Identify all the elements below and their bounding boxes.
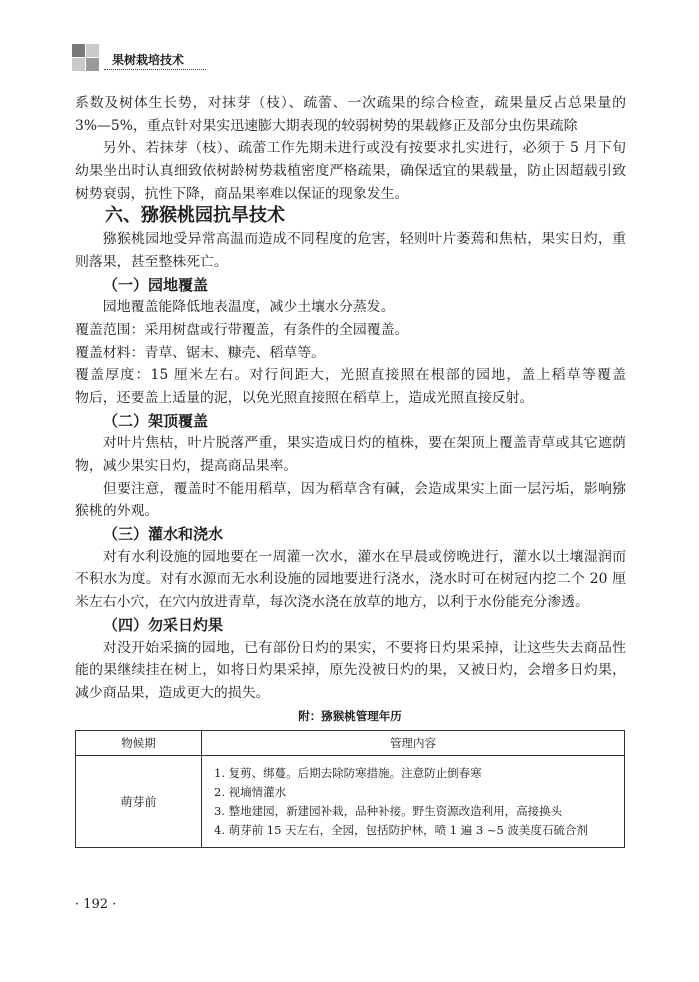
paragraph [75,342,626,365]
text-line: 对有水利设施的园地要在一周灌一次水，灌水在早晨或傍晚进行，灌水以土壤湿润而 [102,548,626,565]
paragraph [75,228,626,273]
text-line: 猕猴桃园地受异常高温而造成不同程度的危害，轻则叶片萎蔫和焦枯，果实日灼，重 [102,231,626,248]
text-line: 系数及树体生长势，对抹芽（枝）、疏蕾、一次疏果的综合检查，疏果量反占总果量的 [75,95,626,111]
text-line: 但要注意，覆盖时不能用稻草，因为稻草含有碱，会造成果实上面一层污垢，影响猕 [102,480,626,497]
paragraph [75,92,626,137]
paragraph [75,296,626,319]
column-header-stage: 物候期 [76,731,202,756]
paragraph [75,364,626,409]
running-header-title: 果树栽培技术 [104,52,206,70]
column-header-content: 管理内容 [202,731,625,756]
text-line: 减少商品果，造成更大的损失。 [75,684,270,701]
content-cell [202,756,625,848]
management-calendar-table [75,730,625,848]
subsection-heading: （一）园地覆盖 [103,275,209,294]
text-line: 猴桃的外观。 [75,503,159,520]
paragraph [75,432,626,477]
text-line: 则落果，甚至整株死亡。 [75,253,228,270]
paragraph [75,478,626,523]
text-line: 覆盖范围：采用树盘或行带覆盖，有条件的全园覆盖。 [75,321,409,338]
text-line: 幼果坐出时认真细致依树龄树势栽植密度严格疏果，确保适宜的果载量，防止因超载引致 [75,163,626,180]
text-line: 不积水为度。对有水源而无水利设施的园地要进行浇水，浇水时可在树冠内挖二个 20 厘 [75,571,626,588]
section-heading: 六、猕猴桃园抗旱技术 [105,205,285,227]
subsection-heading: （三）灌水和浇水 [103,525,224,544]
table-caption: 附：猕猴桃管理年历 [298,709,402,723]
list-item: 1. 复剪、绑蔓。后期去除防寒措施。注意防止倒春寒 [214,765,482,780]
logo-square [72,44,85,57]
text-line: 物后，还要盖上适量的泥，以免光照直接照在稻草上，造成光照直接反射。 [75,389,534,406]
text-line: 树势衰弱，抗性下降，商品果率难以保证的现象发生。 [75,185,409,202]
stage-cell: 萌芽前 [76,756,202,848]
body-text [75,92,626,705]
list-item: 4. 萌芽前 15 天左右，全园，包括防护林，喷 1 遍 3 ~5 波美度石硫合剂 [214,822,588,837]
text-line: 另外、若抹芽（枝）、疏蕾工作先期未进行或没有按要求扎实进行，必须于 5 月下旬 [102,140,626,157]
text-line: 对没开始采摘的园地，已有部份日灼的果实，不要将日灼果采掉，让这些失去商品性 [102,639,626,656]
text-line: 覆盖厚度：15 厘米左右。对行间距大，光照直接照在根部的园地，盖上稻草等覆盖 [75,367,626,384]
logo-square [72,58,85,71]
paragraph [75,546,626,614]
table-row [76,756,625,848]
subsection-heading: （二）架顶覆盖 [103,411,209,430]
text-line: 物，减少果实日灼，提高商品果率。 [75,458,298,474]
text-line: 覆盖材料：青草、锯末、糠壳、稻草等。 [75,344,326,361]
text-line: 能的果继续挂在树上，如将日灼果采掉，原先没被日灼的果，又被日灼，会增多日灼果， [75,662,626,679]
list-item: 2. 视墒情灌水 [214,784,287,799]
text-line: 米左右小穴，在穴内放进青草，每次浇水浇在放草的地方，以利于水份能充分渗透。 [75,594,589,611]
text-line: 对叶片焦枯，叶片脱落严重，果实造成日灼的植株，要在架顶上覆盖青草或其它遮荫 [102,435,626,452]
table-header-row [76,731,625,756]
paragraph [75,319,626,342]
logo-square [86,44,99,57]
logo-square [86,58,99,71]
text-line: 园地覆盖能降低地表温度，减少土壤水分蒸发。 [102,299,395,316]
page-number: · 192 · [75,897,117,912]
list-item: 3. 整地建园，新建园补栽，品种补接。野生资源改造利用，高接换头 [214,803,563,818]
text-line: 3%—5%，重点针对果实迅速膨大期表现的较弱树势的果载修正及部分虫伤果疏除 [75,117,578,134]
paragraph [75,137,626,205]
paragraph [75,637,626,705]
header-logo-squares [72,44,100,72]
subsection-heading: （四）勿采日灼果 [103,615,224,634]
